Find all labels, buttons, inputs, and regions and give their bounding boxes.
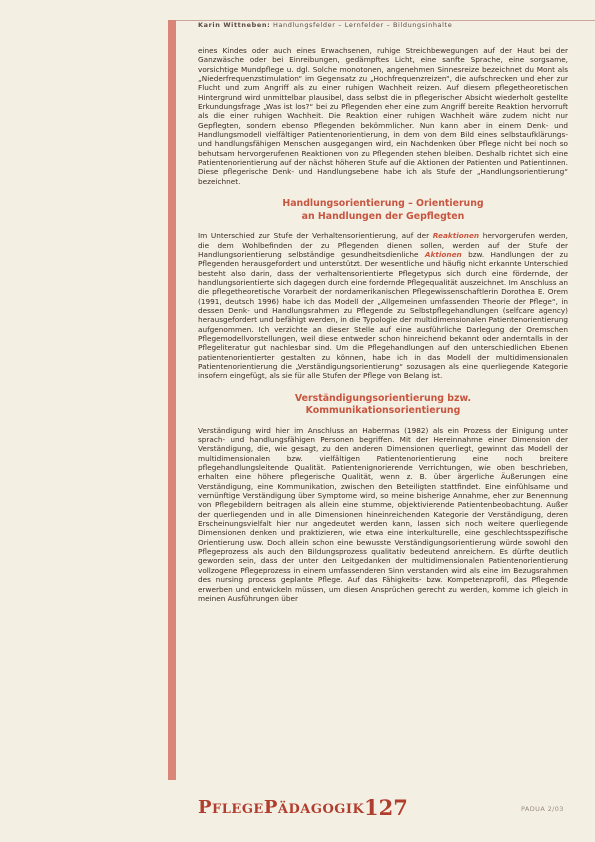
issue-label: PADUA 2/03 <box>521 805 564 813</box>
emphasis-aktionen: Aktionen <box>424 249 462 259</box>
header-author: Karin Wittneben: <box>198 21 271 29</box>
heading-line: Verständigungsorientierung bzw. <box>294 392 472 404</box>
journal-logo <box>198 797 364 818</box>
heading-line: an Handlungen der Gepflegten <box>301 210 465 222</box>
header-title: Handlungsfelder – Lernfelder – Bildungsinhalte <box>270 21 453 29</box>
section-heading-handlungsorientierung <box>198 198 568 223</box>
intro-paragraph: eines Kindes oder auch eines Erwachsenen, ruhige Streichbewegungen auf der Haut bei der Ganzwäsche oder bei Einreibungen, gedämpftes Licht, eine sanfte Sprache, eine sorgsame, vorsichtige Mundpflege u. dgl. Solche monotonen, angenehmen Sinnesreize bezeichnet du Mont als „Niederfrequenzstimulation“ im Gegensatz zu „Hochfrequenzreizen“, die aufschrecken und eher zur Flucht und zum Angriff als zu einer ruhigen Wachheit reizen. Auf diesem pflegetheoretischen Hintergrund wird unmittelbar plausibel, dass selbst die in pflegerischer Absicht wiederholt gestellte Erkundungsfrage „Was ist los?“ bei zu Pflegenden eher eine zum Angriff bereite Reaktion hervorruft als die einer ruhigen Wachheit. Die Reaktion einer ruhigen Wachheit wäre zudem nicht nur Gepflegten, sondern ebenso Pflegenden bekömmlicher. Nun kann aber in einem Denk- und Handlungsmodell vielfältiger Patientenorientierung, in dem von dem Bild eines selbstaufklärungs- und handlungsfähigen Menschen ausgegangen wird, ein Nachdenken über Pflege nicht bei noch so behutsam hervorgerufenen Reaktionen von zu Pflegenden stehen bleiben. Deshalb richtet sich eine Patientenorientierung auf der nächst höheren Stufe auf die Aktionen der Patienten und Patientinnen. Diese pflegerische Denk- und Handlungsebene habe ich als Stufe der „Handlungsorientierung“ bezeichnet. <box>198 46 568 186</box>
text-run: Im Unterschied zur Stufe der Verhaltensorientierung, auf der <box>198 231 433 241</box>
heading-line: Handlungsorientierung – Orientierung <box>282 198 484 210</box>
logo-part: FLEGE <box>212 802 264 817</box>
logo-part: P <box>198 797 213 818</box>
logo-part: ÄDAGOGIK <box>277 802 365 817</box>
verstaendigung-paragraph: Verständigung wird hier im Anschluss an Habermas (1982) als ein Prozess der Einigung unter sprach- und handlungsfähigen Personen begriffen. Mit der Hereinnahme einer Dimension der Verständigung, die, wie gesagt, zu den anderen Dimensionen querliegt, gewinnt das Modell der multidimensionalen bzw. vielfältigen Patientenorientierung eine noch breitere pflegehandlungsleitende Qualität. Patientenignorierende Verrichtungen, wie oben beschrieben, erhalten eine höhere pflegerische Qualität, wenn z. B. über ärgerliche Äußerungen eine Verständigung, eine Kommunikation, zwischen den Beteiligten stattfindet. Eine einfühlsame und vernünftige Verständigung über Symptome wird, so meine bisherige Annahme, eher zur Benennung von Pflegebildern beitragen als allein eine stumme, objektivierende Patientenbeobachtung. Außer der querliegenden und in alle Dimensionen hineinreichenden Kategorie der Verständigung, deren Erscheinungsvielfalt hier nur angedeutet werden kann, lassen sich noch weitere querliegende Dimensionen denken und praktizieren, wie etwa eine interkulturelle, eine geschlechtsspezifische Orientierung usw. Doch allein schon eine bewusste Verständigungsorientierung würde sowohl den Pflegeprozess als auch den Bildungsprozess qualitativ bedeutend anreichern. Es dürfte deutlich geworden sein, dass der unter den Leitgedanken der multidimensionalen Patientenorientierung vollzogene Pflegeprozess in einem umfassenderen Sinn verstanden wird als eine im Bezugsrahmen des nursing process geplante Pflege. Auf das Fähigkeits- bzw. Kompetenzprofil, das Pflegende erwerben und entwickeln müssen, um diesen Ansprüchen gerecht zu werden, komme ich gleich in meinen Ausführungen über <box>198 425 568 603</box>
handlungsorientierung-paragraph <box>198 231 568 381</box>
logo-part: P <box>263 797 278 818</box>
section-heading-verstaendigungsorientierung <box>198 393 568 418</box>
article-body <box>198 46 568 603</box>
emphasis-reaktionen: Reaktionen <box>432 231 480 241</box>
page-number: 127 <box>364 795 408 820</box>
accent-bar <box>168 20 176 780</box>
heading-line: Kommunikationsorientierung <box>305 405 461 417</box>
running-header <box>198 21 568 29</box>
text-run: bzw. Handlungen der zu Pflegenden herausgefordert und unterstützt. Der wesentliche und häufig nicht erkannte Unterschied besteht also darin, dass der verhaltensorientierte Pflegetypus sich durch eine fördernde, der handlungsorientierte sich dagegen durch eine fordernde Pflegequalität auszeichnet. Im Anschluss an die pflegetheoretische Vorarbeit der nordamerikanischen Pflegewissenschaftlerin Dorothea E. Orem (1991, deutsch 1996) habe ich das Modell der „Allgemeinen umfassenden Theorie der Pflege“, in dessen Denk- und Handlungsrahmen zu Pflegende zu Selbstpflegehandlungen (selfcare agency) herausgefordert und befähigt werden, in die Typologie der multidimensionalen Patientenorientierung aufgenommen. Ich verzichte an dieser Stelle auf eine ausführliche Darlegung der Oremschen Pflegemodellvorstellungen, weil diese entweder schon hinreichend bekannt oder anderntalls in der Pflegeliteratur gut nachlesbar sind. Um die Pflegehandlungen auf den unterschiedlichen Ebenen patientenorientierter gestalten zu können, habe ich in das Modell der multidimensionalen Patientenorientierung die „Verständigungsorientierung“ sozusagen als eine querliegende Kategorie insofern eingefügt, als sie für alle Stufen der Pflege von Belang ist. <box>198 249 568 381</box>
text-run: hervorgerufen werden, die dem Wohlbefinden der zu Pflegenden dienen sollen, werden auf der Stufe der Handlungsorientierung selbständige gesundheitsdienliche <box>198 231 568 259</box>
